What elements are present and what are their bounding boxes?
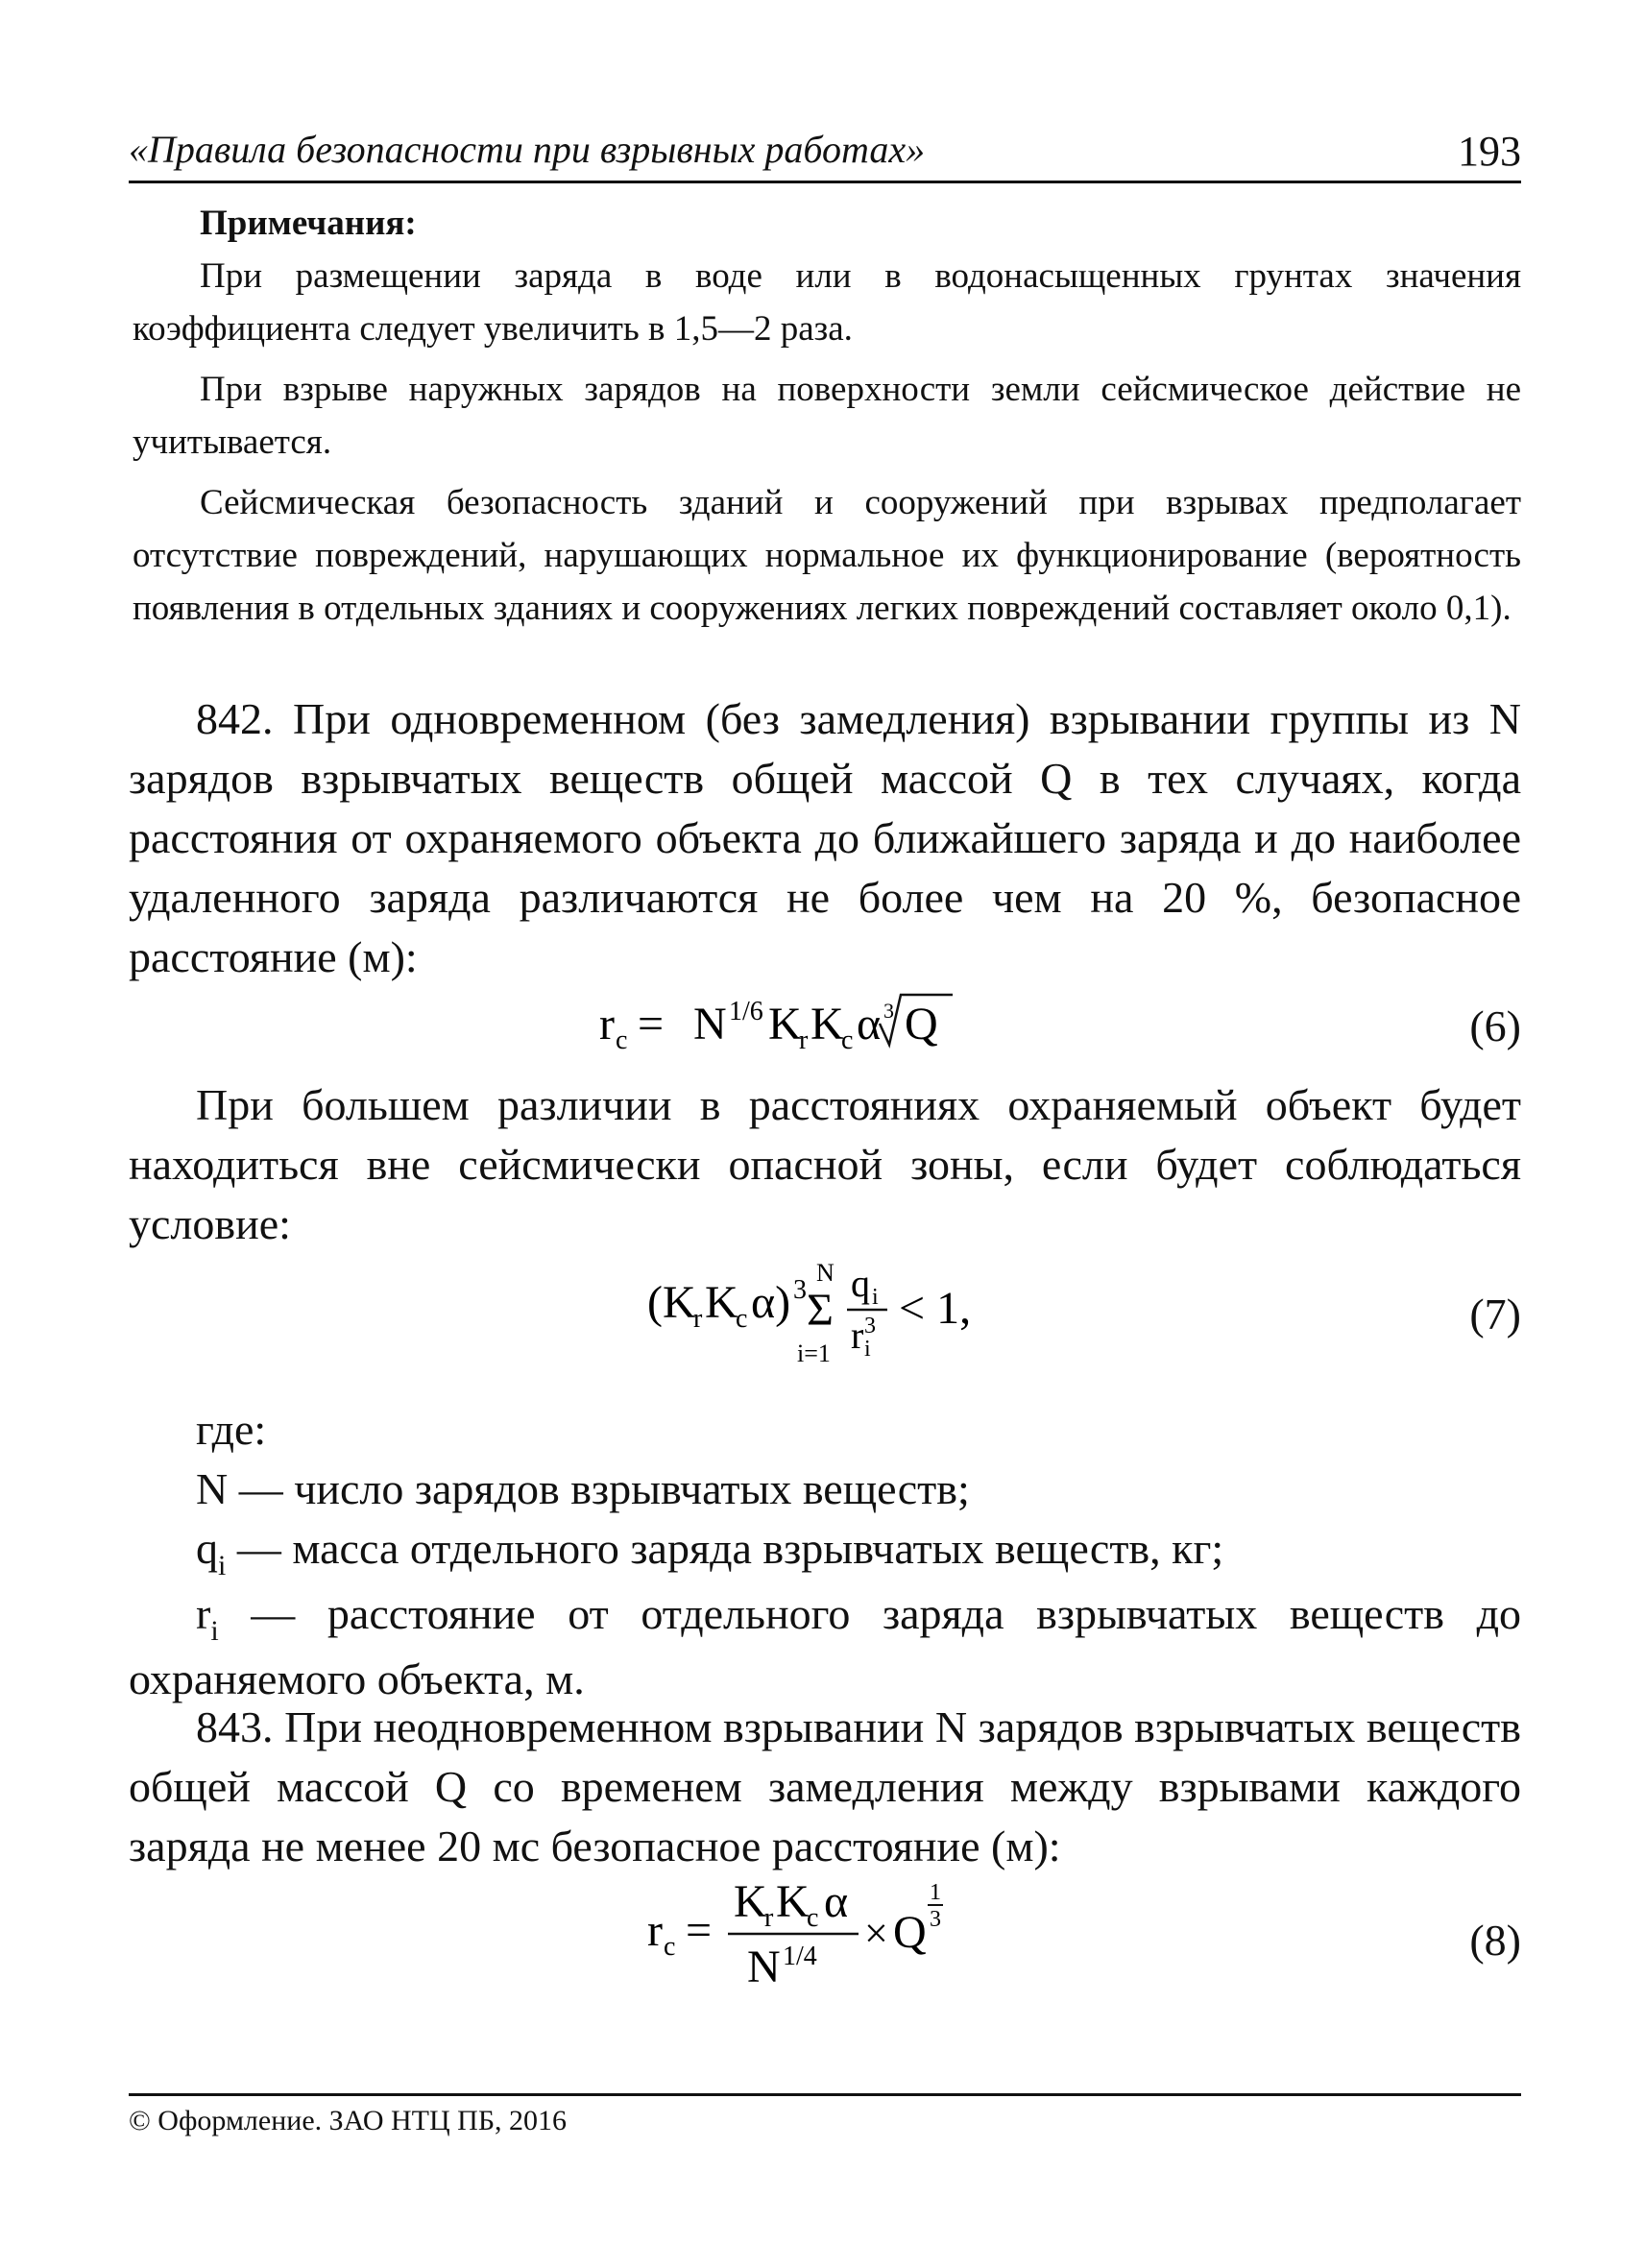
q-definition: — масса отдельного заряда взрывчатых веществ, кг; [226,1524,1224,1573]
q-subscript: i [218,1550,227,1581]
header-rule [129,181,1521,183]
definition-r [129,1584,1521,1709]
formula-8-expression [647,1870,1147,1995]
svg-text:r: r [647,1905,663,1956]
svg-text:r: r [764,1903,774,1933]
svg-text:K: K [705,1277,738,1328]
svg-text:(K: (K [647,1277,696,1328]
formula-8-number: (8) [1469,1916,1521,1965]
item-843-text: 843. При неодновременном взрывании N зарядов взрывчатых веществ общей массой Q со временем замедления между взрывами каждого заряда не менее 20 мс безопасное расстояние (м): [129,1702,1521,1870]
svg-text:α): α) [751,1277,791,1328]
svg-text:c: c [616,1025,628,1055]
item-843 [129,1698,1521,1876]
header-title: «Правила безопасности при взрывных работах» [129,128,926,171]
svg-text:c: c [736,1304,748,1334]
svg-text:=: = [638,999,665,1050]
svg-text:i: i [864,1337,871,1362]
svg-text:N: N [816,1259,835,1287]
formula-7-expression [647,1248,1147,1373]
svg-text:K: K [810,999,844,1050]
svg-text:i=1: i=1 [797,1339,831,1367]
definitions [129,1400,1521,1709]
formula-7 [129,1248,1521,1373]
svg-text:1: 1 [930,1880,941,1905]
definition-q [129,1519,1521,1584]
notes-block [133,197,1521,642]
r-subscript: i [210,1615,219,1647]
svg-text:1/6: 1/6 [729,997,763,1026]
notes-heading: Примечания: [200,204,417,243]
svg-text:c: c [664,1932,676,1962]
formula-6-number: (6) [1469,1001,1521,1050]
svg-text:1/4: 1/4 [783,1942,817,1971]
note-paragraph: При размещении заряда в воде или в водонасыщенных грунтах значения коэффициента следует увеличить в 1,5—2 раза. [133,256,1521,349]
svg-text:×: × [864,1910,888,1957]
svg-text:3: 3 [930,1907,941,1932]
svg-text:r: r [693,1304,703,1334]
footer-copyright: © Оформление. ЗАО НТЦ ПБ, 2016 [129,2105,568,2136]
svg-text:K: K [776,1876,810,1927]
definition-n: N — число зарядов взрывчатых веществ; [196,1464,970,1513]
item-842 [129,689,1521,987]
svg-text:N: N [747,1942,781,1992]
page-number: 193 [1458,128,1521,175]
formula-6 [129,989,1521,1056]
svg-text:3: 3 [864,1314,876,1339]
formula-7-number: (7) [1469,1290,1521,1339]
svg-text:Q: Q [893,1907,927,1958]
svg-text:r: r [599,999,615,1050]
svg-text:α: α [824,1876,849,1927]
svg-text:K: K [734,1876,767,1927]
svg-text:Σ: Σ [807,1285,834,1336]
svg-text:c: c [841,1025,854,1055]
svg-text:=: = [686,1905,713,1956]
r-definition: — расстояние от отдельного заряда взрывчатых веществ до охраняемого объекта, м. [129,1589,1521,1703]
svg-text:3: 3 [883,999,894,1023]
svg-text:3: 3 [793,1275,807,1305]
svg-text:< 1,: < 1, [899,1283,972,1334]
note-paragraph: Сейсмическая безопасность зданий и сооружений при взрывах предполагает отсутствие повреждений, нарушающих нормальное их функционирование (вероятность появления в отдельных зданиях и сооружениях легких повреждений составляет около 0,1). [133,483,1521,628]
svg-text:N: N [693,999,727,1050]
svg-text:K: K [768,999,802,1050]
footer-rule [129,2093,1521,2096]
note-paragraph: При взрыве наружных зарядов на поверхности земли сейсмическое действие не учитывается. [133,370,1521,462]
svg-text:q: q [851,1262,870,1305]
condition-text [129,1075,1521,1254]
formula-8 [129,1870,1521,1995]
where-label: где: [196,1405,267,1454]
running-header [129,125,1521,182]
svg-text:r: r [799,1025,809,1055]
condition-paragraph: При большем различии в расстояниях охраняемый объект будет находиться вне сейсмически опасной зоны, если будет соблюдаться условие: [129,1080,1521,1248]
item-842-text: 842. При одновременном (без замедления) взрывании группы из N зарядов взрывчатых веществ общей массой Q в тех случаях, когда расстояния от охраняемого объекта до ближайшего заряда и до наиболее удаленного заряда различаются не более чем на 20 %, безопасное расстояние (м): [129,694,1521,981]
svg-text:α: α [857,999,882,1050]
svg-text:c: c [807,1903,819,1933]
r-symbol: r [196,1589,211,1638]
svg-text:Q: Q [905,999,938,1050]
formula-6-expression [599,989,1137,1056]
svg-text:i: i [872,1285,879,1310]
q-symbol: q [196,1524,218,1573]
svg-text:r: r [851,1314,864,1357]
